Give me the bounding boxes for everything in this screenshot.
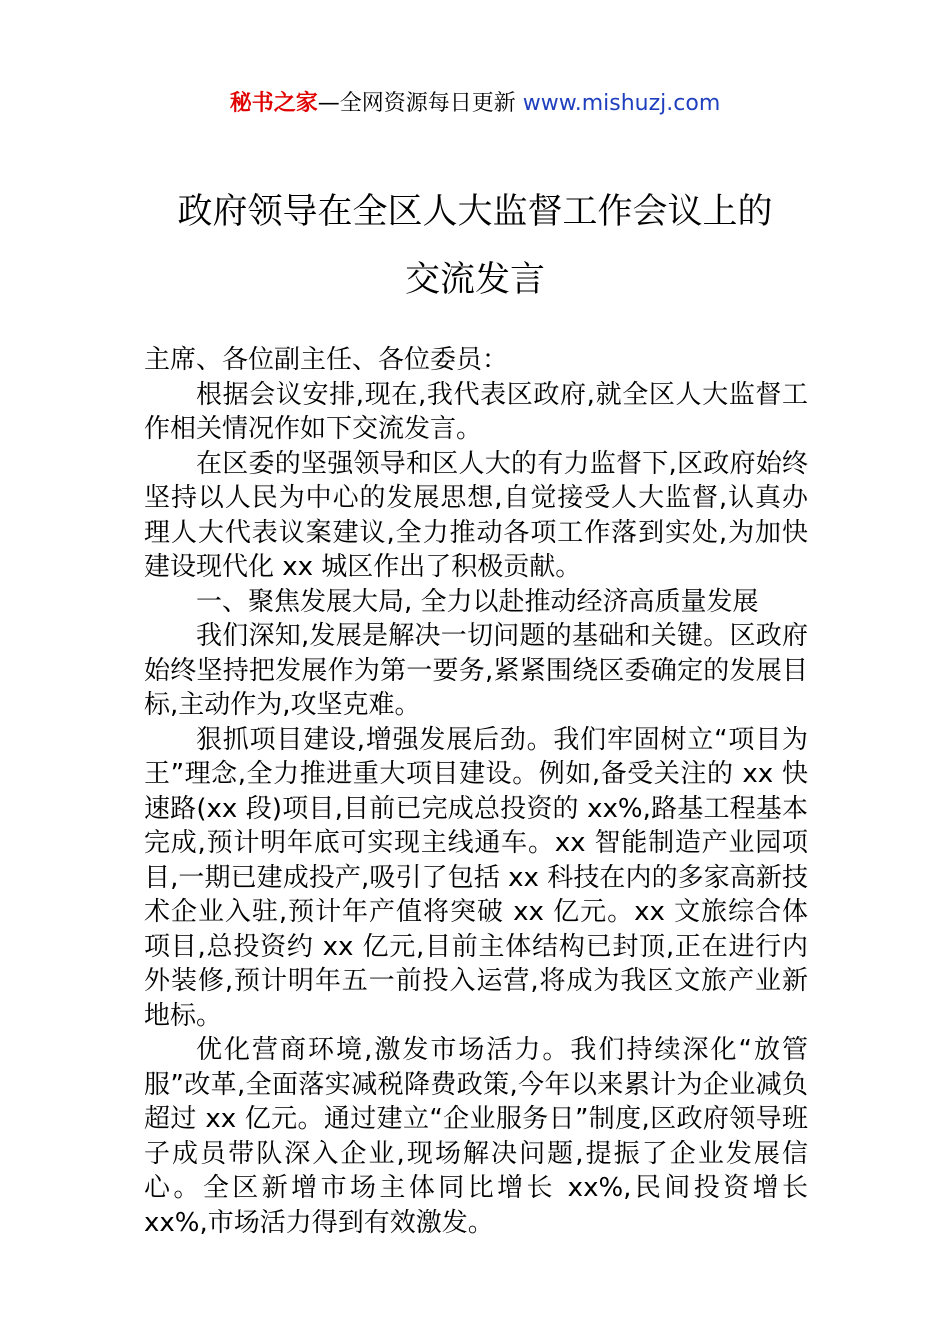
paragraph-development: 我们深知,发展是解决一切问题的基础和关键。区政府始终坚持把发展作为第一要务,紧紧围绕区委确定的发展目标,主动作为,攻坚克难。 [144, 621, 808, 720]
document-title-line-2: 交流发言 [404, 260, 545, 300]
site-tagline: —全网资源每日更新 [317, 91, 523, 116]
section-heading-1: 一、聚焦发展大局, 全力以赴推动经济高质量发展 [196, 586, 759, 617]
document-body [144, 343, 808, 1240]
paragraph-business-environment: 优化营商环境,激发市场活力。我们持续深化“放管服”改革,全面落实减税降费政策,今年以来累计为企业减负超过 xx 亿元。通过建立“企业服务日”制度,区政府领导班子成员带队深入企业,现场解决问题,提振了企业发展信心。全区新增市场主体同比增长 xx%,民间投资增长 xx%,市场活力得到有效激发。 [144, 1035, 808, 1238]
site-url-link[interactable]: www.mishuzj.com [522, 91, 721, 116]
document-title-line-1: 政府领导在全区人大监督工作会议上的 [177, 192, 773, 232]
site-brand: 秘书之家 [229, 91, 318, 116]
paragraph-intro: 根据会议安排,现在,我代表区政府,就全区人大监督工作相关情况作如下交流发言。 [144, 379, 808, 444]
paragraph-projects: 狠抓项目建设,增强发展后劲。我们牢固树立“项目为王”理念,全力推进重大项目建设。例如,备受关注的 xx 快速路(xx 段)项目,目前已完成总投资的 xx%,路基工程基本完成,预计明年底可实现主线通车。xx 智能制造产业园项目,一期已建成投产,吸引了包括 xx 科技在内的多家高新技术企业入驻,预计年产值将突破 xx 亿元。xx 文旅综合体项目,总投资约 xx 亿元,目前主体结构已封顶,正在进行内外装修,预计明年五一前投入运营,将成为我区文旅产业新地标。 [144, 724, 808, 1031]
salutation: 主席、各位副主任、各位委员： [144, 345, 509, 375]
site-header [0, 88, 950, 120]
paragraph-overview: 在区委的坚强领导和区人大的有力监督下,区政府始终坚持以人民为中心的发展思想,自觉接受人大监督,认真办理人大代表议案建议,全力推动各项工作落到实处,为加快建设现代化 xx 城区作出了积极贡献。 [144, 448, 808, 582]
